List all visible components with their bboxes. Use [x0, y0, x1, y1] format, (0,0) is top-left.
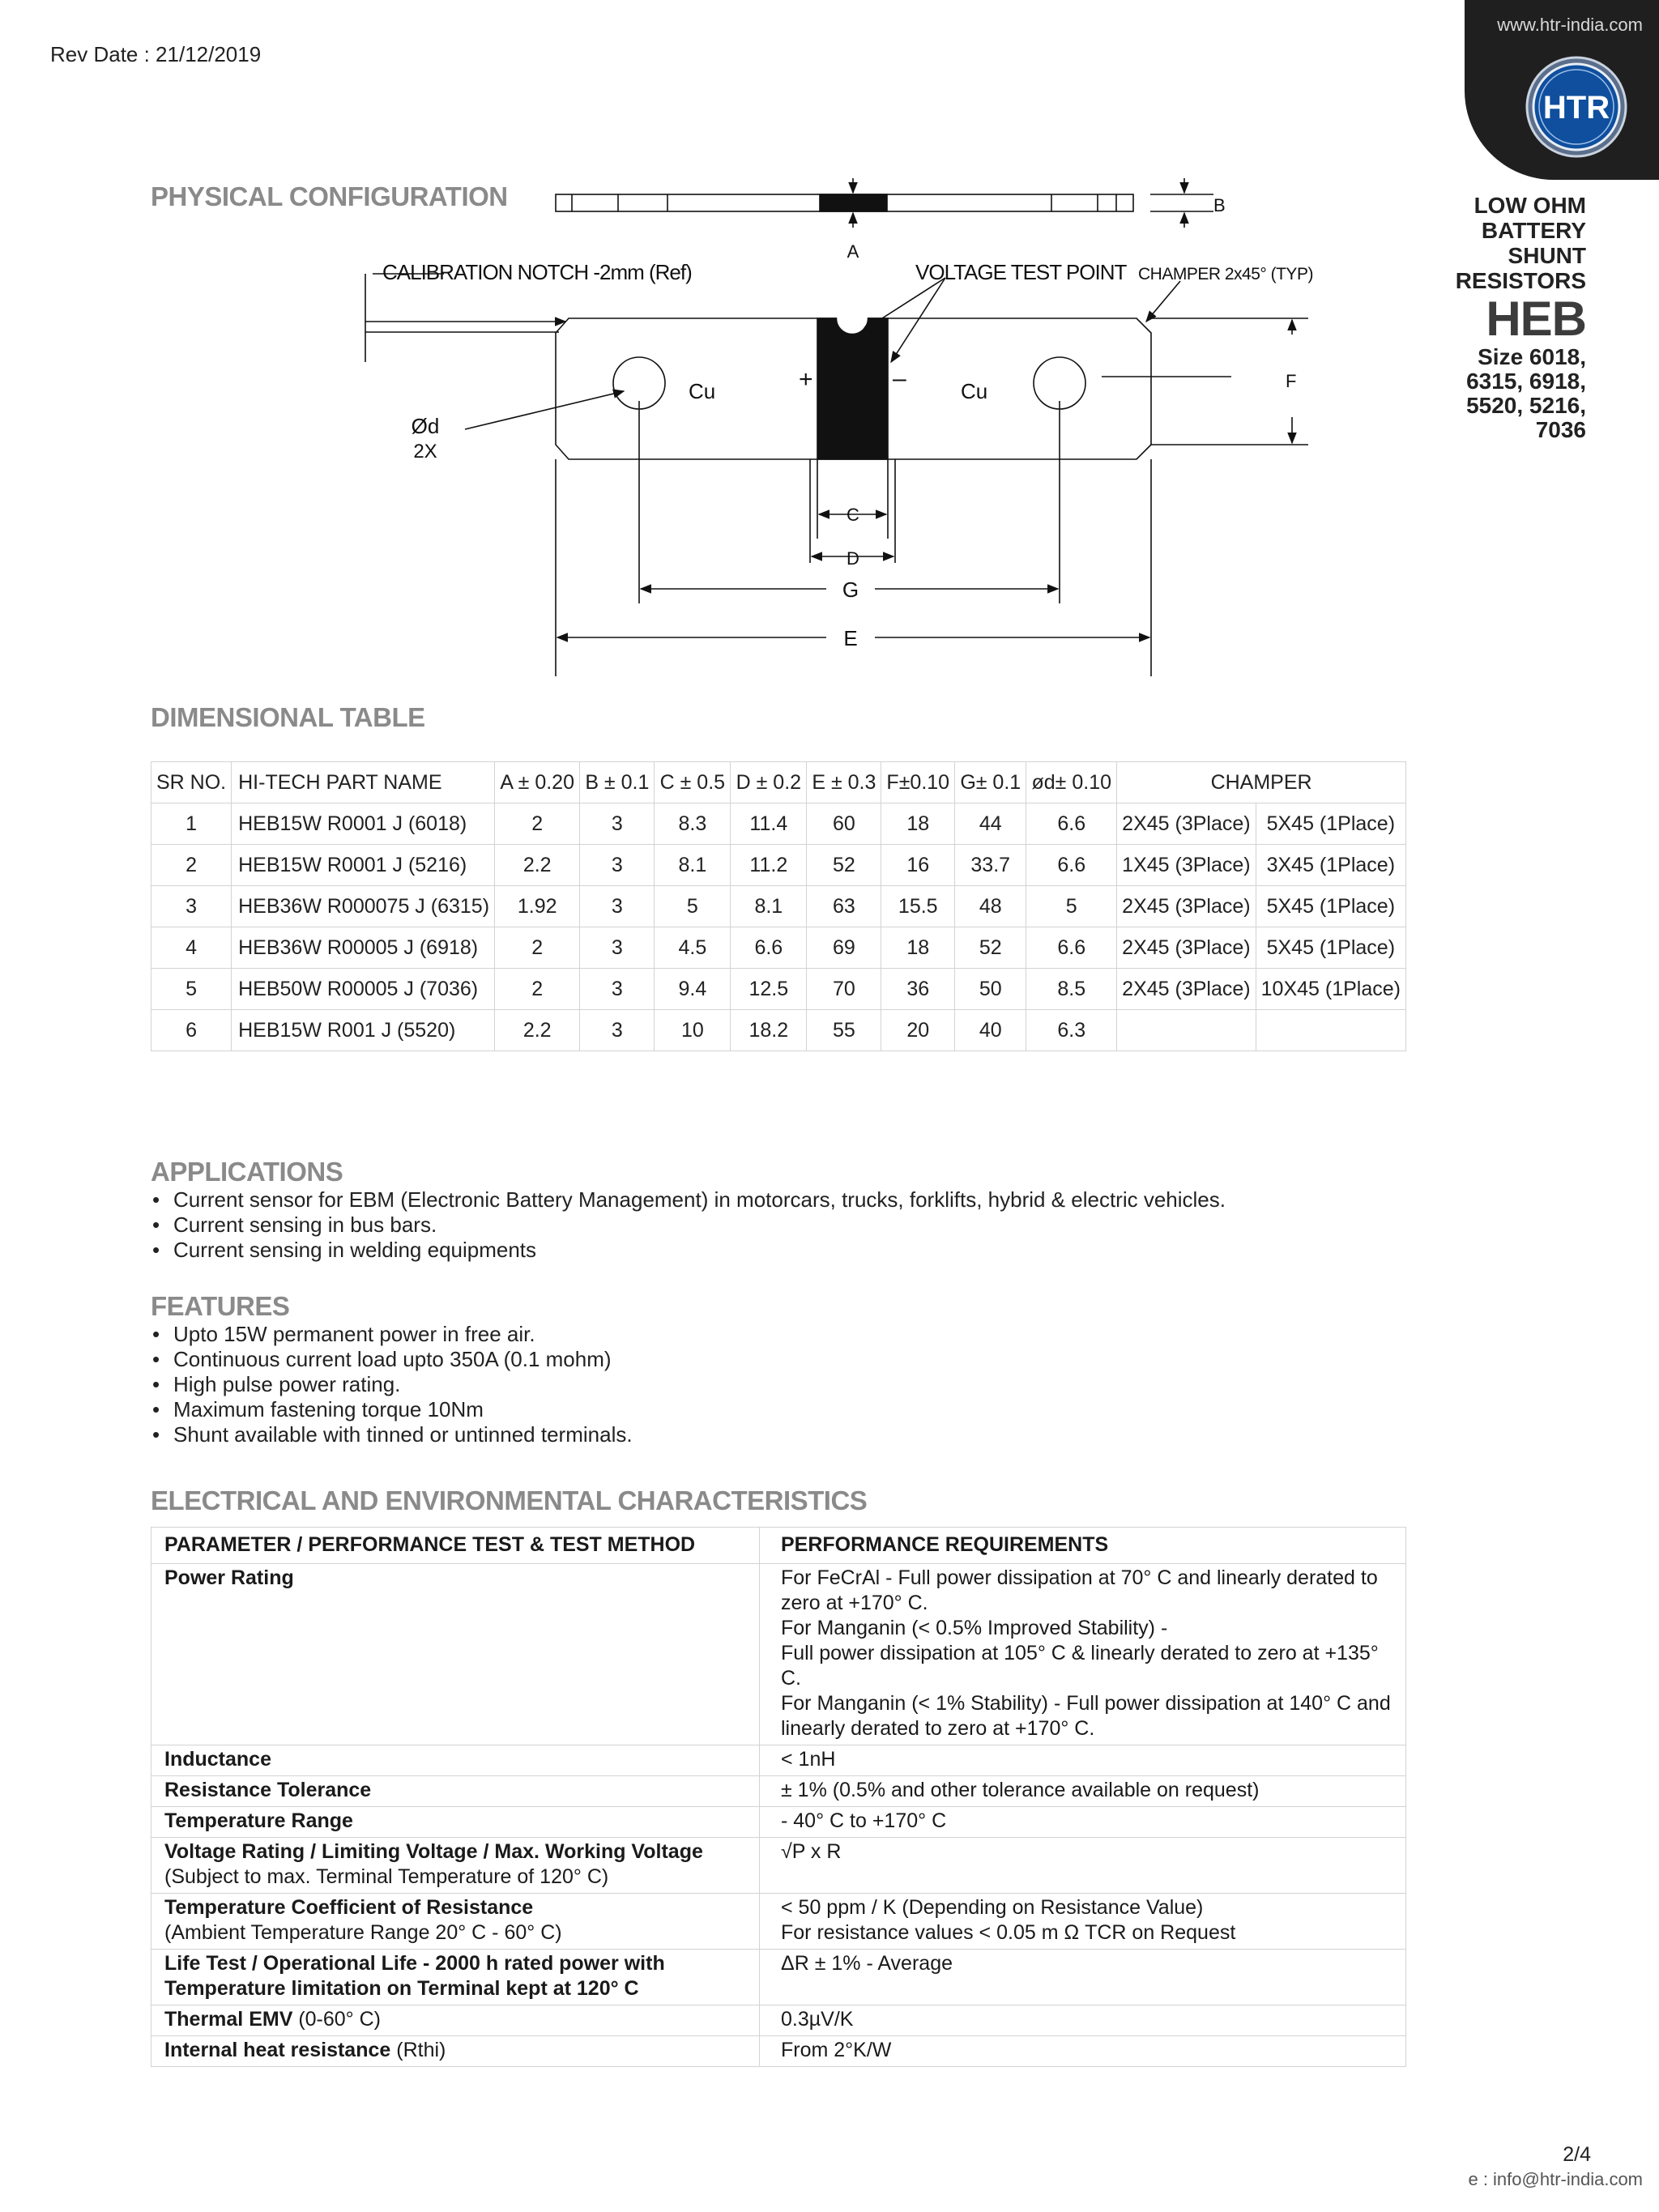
applications-title: APPLICATIONS: [151, 1157, 343, 1187]
page-number: 2/4: [1563, 2143, 1591, 2166]
table-cell: 55: [807, 1010, 881, 1051]
table-cell: 5: [655, 886, 731, 927]
list-item: • Current sensor for EBM (Electronic Battery Management) in motorcars, trucks, forklifts, hybrid & electric vehicles.: [151, 1187, 1226, 1213]
req-line: For resistance values < 0.05 m Ω TCR on Request: [781, 1921, 1236, 1944]
applications-list: [151, 1187, 1226, 1263]
req-cell: ± 1% (0.5% and other tolerance available on request): [760, 1776, 1406, 1807]
dim-label-e: E: [843, 626, 858, 650]
header-cell: C ± 0.5: [655, 762, 731, 803]
table-cell: 20: [881, 1010, 955, 1051]
header-cell: HI-TECH PART NAME: [232, 762, 495, 803]
table-cell: 3: [580, 886, 655, 927]
features-list: [151, 1322, 633, 1447]
table-cell: 52: [955, 927, 1026, 969]
list-item: • Current sensing in welding equipments: [151, 1238, 1226, 1263]
param-cell: [151, 2005, 760, 2036]
sidebar-line: LOW OHM: [1473, 193, 1586, 218]
param-title: Temperature limitation on Terminal kept at 120° C: [164, 1977, 639, 2000]
req-line: For FeCrAl - Full power dissipation at 70° C and linearly derated to: [781, 1566, 1378, 1589]
table-cell: [1117, 1010, 1256, 1051]
header-cell: G± 0.1: [955, 762, 1026, 803]
table-cell: 44: [955, 803, 1026, 845]
table-cell: 2X45 (3Place): [1117, 927, 1256, 969]
list-item: • Maximum fastening torque 10Nm: [151, 1397, 633, 1422]
size-line: 5520, 5216,: [1466, 393, 1586, 418]
table-cell: 10X45 (1Place): [1256, 969, 1405, 1010]
req-cell: [760, 1894, 1406, 1950]
param-subtitle: (Ambient Temperature Range 20° C - 60° C): [164, 1921, 562, 1944]
param-title: Internal heat resistance: [164, 2039, 391, 2061]
table-cell: 2X45 (3Place): [1117, 886, 1256, 927]
req-line: Full power dissipation at 105° C & linearly derated to zero at +135° C.: [781, 1642, 1379, 1690]
header-cell: F±0.10: [881, 762, 955, 803]
req-line: linearly derated to zero at +170° C.: [781, 1717, 1095, 1740]
table-cell: 1: [151, 803, 232, 845]
table-row: [151, 969, 1406, 1010]
hole-diameter-label: Ød: [411, 414, 440, 438]
table-cell: 60: [807, 803, 881, 845]
table-header-row: [151, 762, 1406, 803]
header-cell: D ± 0.2: [731, 762, 807, 803]
header-cell: SR NO.: [151, 762, 232, 803]
sidebar-line: SHUNT: [1508, 243, 1586, 268]
table-cell: 6.6: [1026, 845, 1117, 886]
calibration-notch-label: CALIBRATION NOTCH -2mm (Ref): [382, 260, 692, 284]
table-cell: 1X45 (3Place): [1117, 845, 1256, 886]
table-cell: 3: [580, 803, 655, 845]
table-row: [151, 1807, 1406, 1838]
table-row: [151, 2036, 1406, 2067]
req-line: < 50 ppm / K (Depending on Resistance Value): [781, 1896, 1204, 1919]
table-cell: 2X45 (3Place): [1117, 803, 1256, 845]
table-cell: 6.6: [1026, 927, 1117, 969]
table-row: [151, 1776, 1406, 1807]
sidebar-line: RESISTORS: [1455, 268, 1586, 293]
table-cell: 9.4: [655, 969, 731, 1010]
table-cell: 3: [580, 1010, 655, 1051]
table-cell: 2: [151, 845, 232, 886]
table-row: [151, 1838, 1406, 1894]
table-cell: 50: [955, 969, 1026, 1010]
cu-left-label: Cu: [689, 379, 716, 403]
table-cell: 40: [955, 1010, 1026, 1051]
table-cell: 4: [151, 927, 232, 969]
svg-text:HTR: HTR: [1542, 90, 1610, 126]
dimensional-table: [151, 761, 1406, 1051]
table-row: [151, 1894, 1406, 1950]
product-code: HEB: [1486, 292, 1586, 346]
param-cell: Power Rating: [151, 1564, 760, 1745]
table-row: [151, 1745, 1406, 1776]
size-line: Size 6018,: [1478, 344, 1586, 369]
table-cell: 5X45 (1Place): [1256, 927, 1405, 969]
table-row: [151, 886, 1406, 927]
htr-logo: [1525, 55, 1628, 159]
header-cell: ød± 0.10: [1026, 762, 1117, 803]
dim-label-a: A: [847, 241, 859, 262]
table-cell: 15.5: [881, 886, 955, 927]
table-header-row: [151, 1528, 1406, 1564]
list-item: • Shunt available with tinned or untinned terminals.: [151, 1422, 633, 1447]
table-cell: HEB50W R00005 J (7036): [232, 969, 495, 1010]
param-title: Temperature Coefficient of Resistance: [164, 1896, 534, 1919]
param-subtitle: (Subject to max. Terminal Temperature of 120° C): [164, 1865, 609, 1888]
table-cell: 3: [151, 886, 232, 927]
dim-label-d: D: [847, 548, 859, 569]
table-cell: 2: [495, 803, 580, 845]
table-cell: 6.6: [1026, 803, 1117, 845]
list-item: • Current sensing in bus bars.: [151, 1213, 1226, 1238]
table-cell: 36: [881, 969, 955, 1010]
header-cell: A ± 0.20: [495, 762, 580, 803]
table-cell: 1.92: [495, 886, 580, 927]
param-title: Thermal EMV: [164, 2008, 293, 2031]
table-cell: 33.7: [955, 845, 1026, 886]
table-cell: 2.2: [495, 845, 580, 886]
param-subtitle: (Rthi): [390, 2039, 446, 2061]
param-title: Life Test / Operational Life - 2000 h rated power with: [164, 1952, 665, 1975]
minus-terminal-label: –: [893, 365, 906, 392]
req-cell: < 1nH: [760, 1745, 1406, 1776]
plus-terminal-label: +: [799, 366, 813, 393]
table-cell: 2X45 (3Place): [1117, 969, 1256, 1010]
table-cell: 3X45 (1Place): [1256, 845, 1405, 886]
header-cell: B ± 0.1: [580, 762, 655, 803]
req-cell: - 40° C to +170° C: [760, 1807, 1406, 1838]
table-cell: 4.5: [655, 927, 731, 969]
table-cell: 2: [495, 969, 580, 1010]
voltage-test-point-label: VOLTAGE TEST POINT: [915, 260, 1127, 284]
param-cell: [151, 1838, 760, 1894]
req-line: For Manganin (< 0.5% Improved Stability) -: [781, 1617, 1168, 1639]
dim-label-f: F: [1286, 371, 1297, 391]
param-cell: [151, 1894, 760, 1950]
param-cell: Temperature Range: [151, 1807, 760, 1838]
table-cell: HEB36W R00005 J (6918): [232, 927, 495, 969]
table-cell: 8.1: [731, 886, 807, 927]
list-item: • High pulse power rating.: [151, 1372, 633, 1397]
req-line: zero at +170° C.: [781, 1592, 928, 1614]
param-subtitle: (0-60° C): [292, 2008, 382, 2031]
physical-configuration-diagram: [308, 174, 1337, 680]
table-cell: 16: [881, 845, 955, 886]
table-cell: 70: [807, 969, 881, 1010]
table-cell: 5X45 (1Place): [1256, 886, 1405, 927]
param-cell: [151, 2036, 760, 2067]
param-cell: Resistance Tolerance: [151, 1776, 760, 1807]
sidebar-line: BATTERY: [1481, 218, 1586, 243]
param-title: Voltage Rating / Limiting Voltage / Max. Working Voltage: [164, 1840, 703, 1863]
table-cell: 6.3: [1026, 1010, 1117, 1051]
table-cell: 6: [151, 1010, 232, 1051]
param-cell: [151, 1950, 760, 2005]
header-cell: E ± 0.3: [807, 762, 881, 803]
table-cell: 5: [1026, 886, 1117, 927]
header-cell: PARAMETER / PERFORMANCE TEST & TEST METHOD: [151, 1528, 760, 1564]
features-title: FEATURES: [151, 1291, 290, 1321]
req-cell: √P x R: [760, 1838, 1406, 1894]
table-cell: 3: [580, 927, 655, 969]
physical-config-title: PHYSICAL CONFIGURATION: [151, 181, 508, 211]
dim-label-c: C: [847, 505, 859, 525]
cu-right-label: Cu: [961, 379, 988, 403]
table-cell: 18: [881, 803, 955, 845]
table-cell: 8.5: [1026, 969, 1117, 1010]
table-cell: HEB15W R001 J (5520): [232, 1010, 495, 1051]
website-link[interactable]: www.htr-india.com: [1497, 15, 1643, 35]
table-cell: 63: [807, 886, 881, 927]
table-cell: 11.2: [731, 845, 807, 886]
dimensional-table-title: DIMENSIONAL TABLE: [151, 702, 425, 732]
electrical-title: ELECTRICAL AND ENVIRONMENTAL CHARACTERISTICS: [151, 1485, 868, 1515]
table-cell: 5: [151, 969, 232, 1010]
header-cell: CHAMPER: [1117, 762, 1406, 803]
table-cell: 5X45 (1Place): [1256, 803, 1405, 845]
table-row: [151, 1010, 1406, 1051]
rev-date: Rev Date : 21/12/2019: [50, 42, 262, 66]
table-cell: HEB15W R0001 J (5216): [232, 845, 495, 886]
contact-email[interactable]: e : info@htr-india.com: [1468, 2169, 1643, 2189]
req-cell: From 2°K/W: [760, 2036, 1406, 2067]
table-row: [151, 1564, 1406, 1745]
table-cell: 3: [580, 969, 655, 1010]
table-cell: 12.5: [731, 969, 807, 1010]
table-row: [151, 803, 1406, 845]
param-cell: Inductance: [151, 1745, 760, 1776]
table-cell: HEB15W R0001 J (6018): [232, 803, 495, 845]
table-cell: 8.1: [655, 845, 731, 886]
hole-count-label: 2X: [413, 441, 437, 462]
electrical-table: [151, 1527, 1406, 2067]
table-cell: 48: [955, 886, 1026, 927]
req-cell: 0.3µV/K: [760, 2005, 1406, 2036]
table-cell: 10: [655, 1010, 731, 1051]
table-cell: 69: [807, 927, 881, 969]
table-cell: 2: [495, 927, 580, 969]
table-cell: 52: [807, 845, 881, 886]
dim-label-g: G: [842, 578, 859, 602]
corner-banner: [1465, 0, 1659, 180]
header-cell: PERFORMANCE REQUIREMENTS: [760, 1528, 1406, 1564]
table-cell: 6.6: [731, 927, 807, 969]
table-row: [151, 927, 1406, 969]
list-item: • Continuous current load upto 350A (0.1 mohm): [151, 1347, 633, 1372]
table-cell: HEB36W R000075 J (6315): [232, 886, 495, 927]
table-cell: 11.4: [731, 803, 807, 845]
list-item: • Upto 15W permanent power in free air.: [151, 1322, 633, 1347]
table-cell: [1256, 1010, 1405, 1051]
table-cell: 8.3: [655, 803, 731, 845]
champer-label: CHAMPER 2x45° (TYP): [1138, 265, 1313, 283]
table-row: [151, 2005, 1406, 2036]
size-line: 6315, 6918,: [1466, 369, 1586, 394]
req-line: For Manganin (< 1% Stability) - Full power dissipation at 140° C and: [781, 1692, 1391, 1715]
table-cell: 18.2: [731, 1010, 807, 1051]
size-line: 7036: [1535, 417, 1586, 442]
table-cell: 3: [580, 845, 655, 886]
table-row: [151, 845, 1406, 886]
product-sidebar: [1384, 193, 1586, 442]
dim-label-b: B: [1213, 195, 1226, 215]
req-cell: ΔR ± 1% - Average: [760, 1950, 1406, 2005]
table-cell: 2.2: [495, 1010, 580, 1051]
table-row: [151, 1950, 1406, 2005]
table-cell: 18: [881, 927, 955, 969]
req-cell: [760, 1564, 1406, 1745]
